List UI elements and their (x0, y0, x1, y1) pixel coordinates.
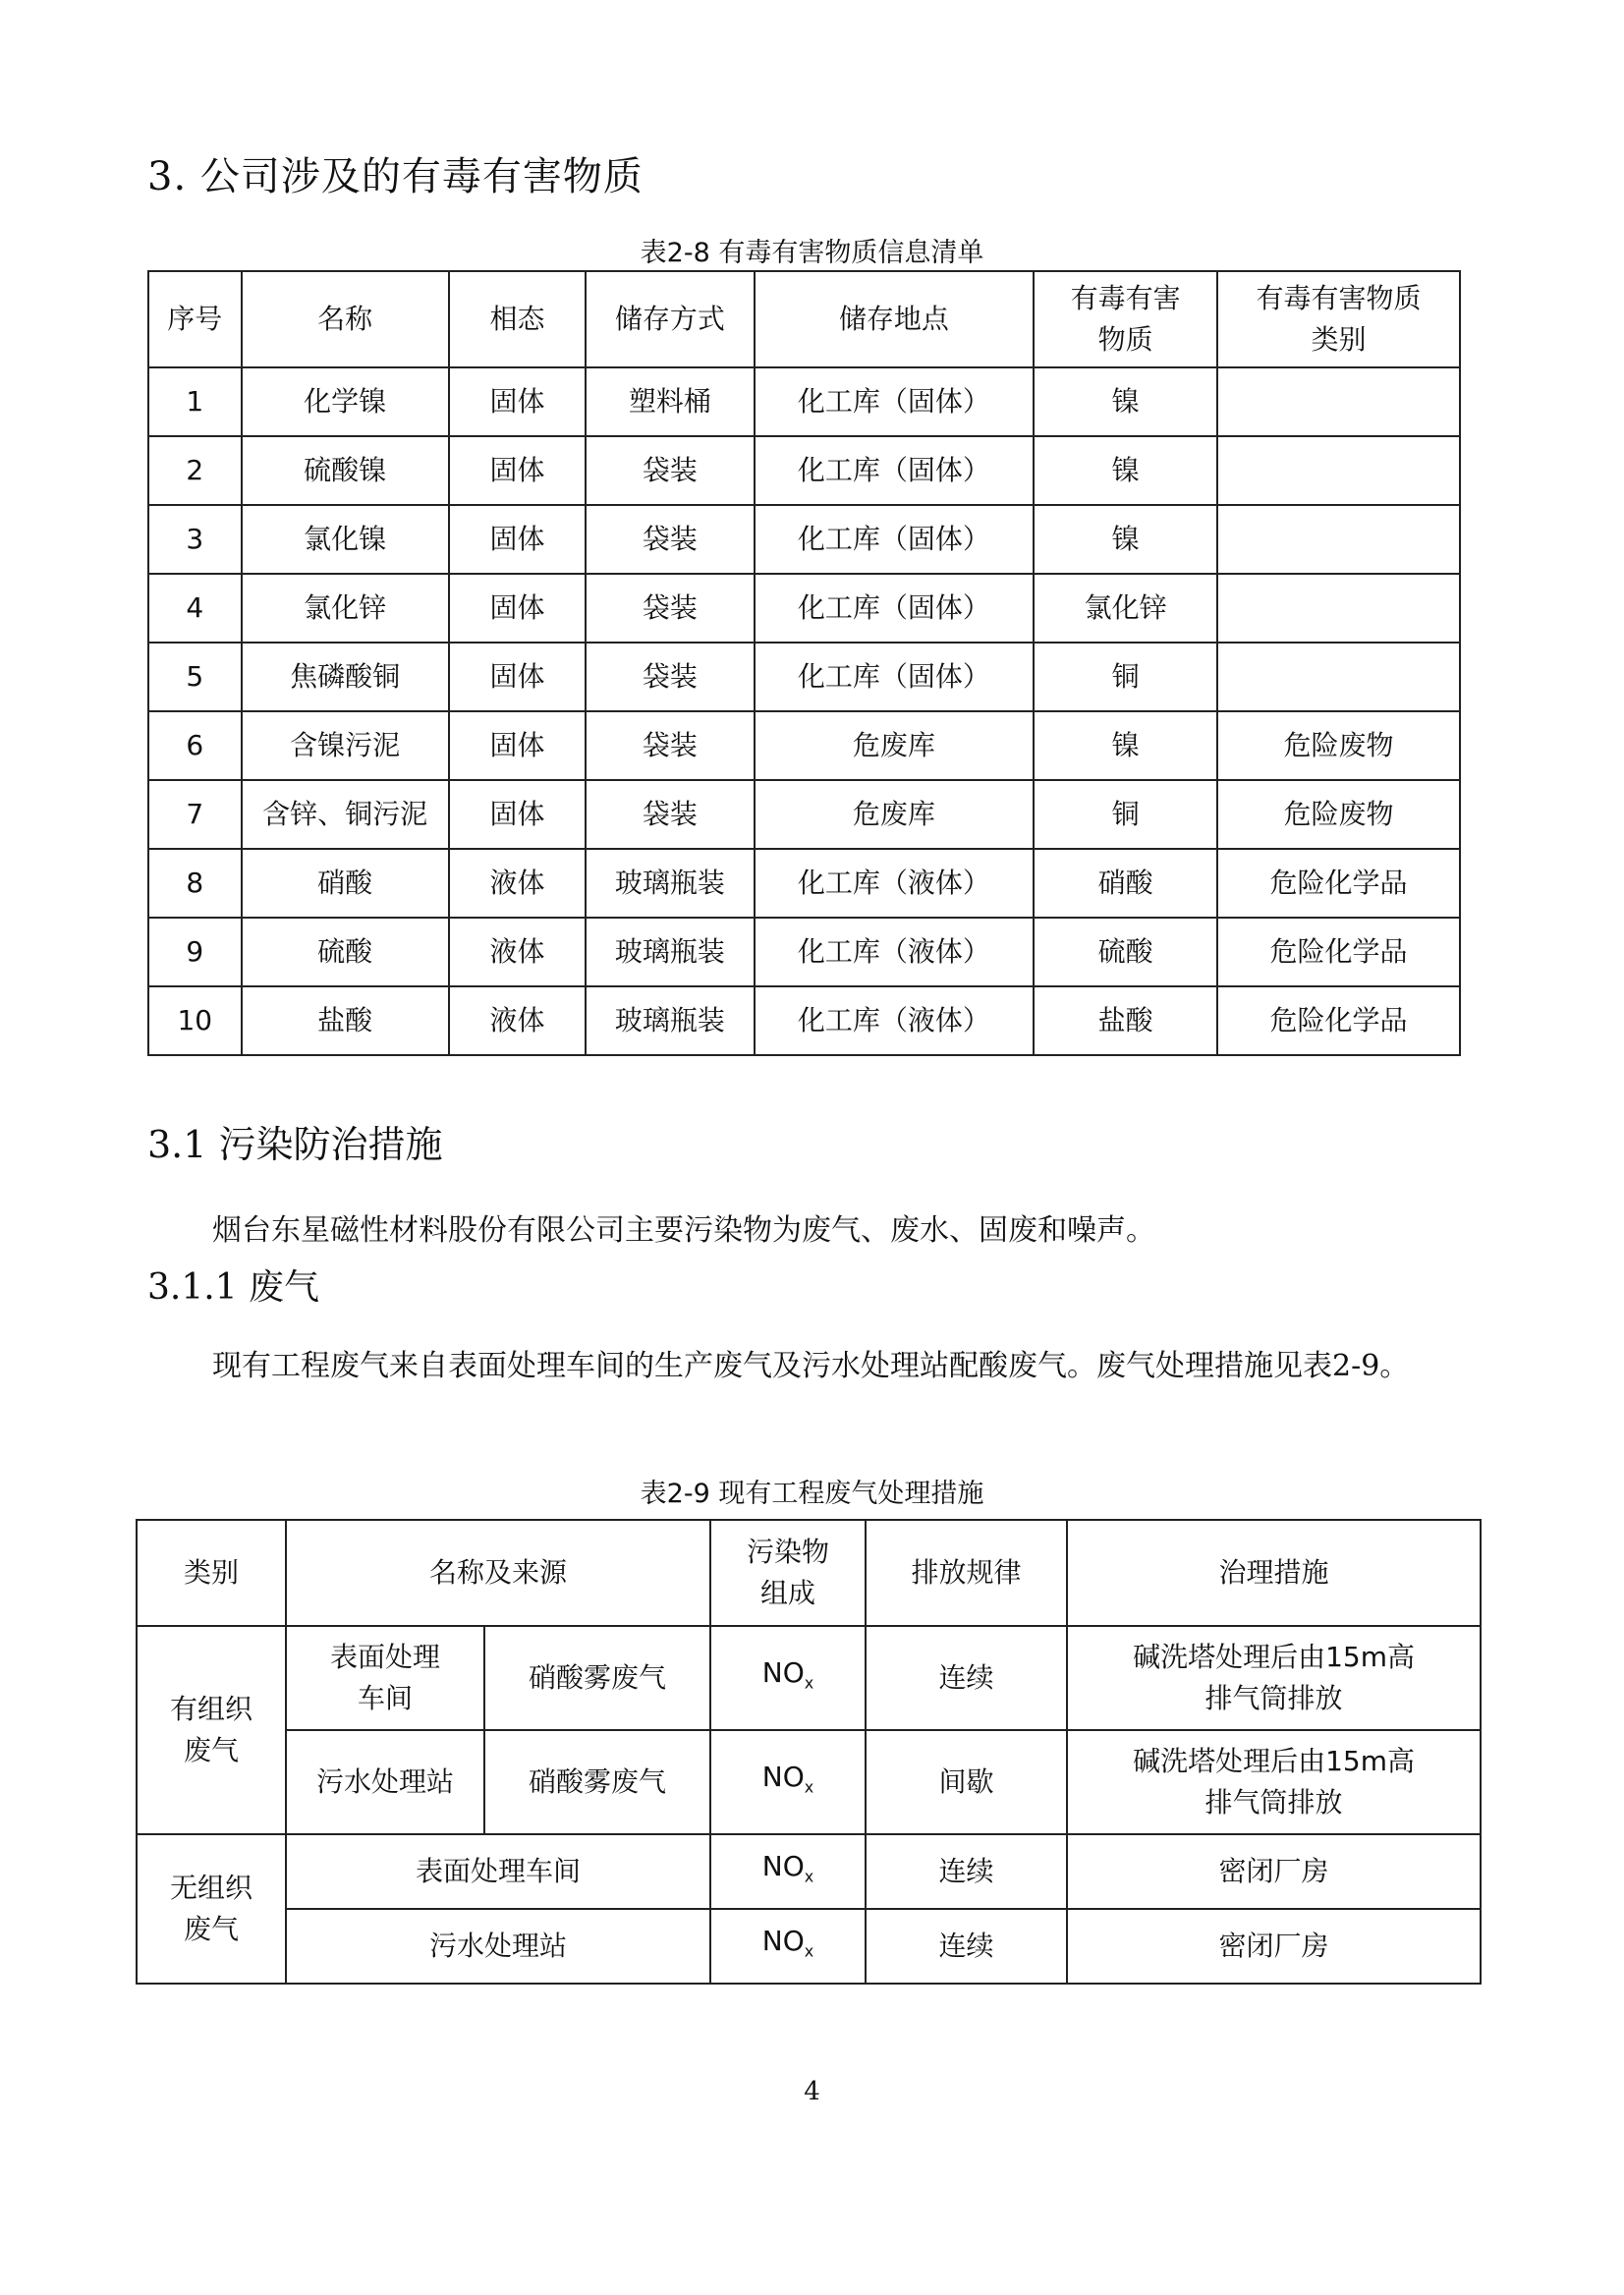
table-cell: 6 (148, 711, 242, 780)
table-row (137, 1730, 1481, 1834)
table-cell: 焦磷酸铜 (242, 643, 449, 711)
table-cell: 硫酸 (1034, 918, 1217, 986)
pattern-cell: 连续 (866, 1909, 1067, 1984)
header-cell: 排放规律 (866, 1520, 1067, 1626)
table-cell: 危险化学品 (1217, 918, 1460, 986)
table2-caption: 表2-9 现有工程废气处理措施 (640, 1479, 984, 1509)
name-cell: 硝酸雾废气 (484, 1626, 710, 1730)
table-cell: 固体 (449, 505, 587, 574)
table-cell: 袋装 (586, 643, 754, 711)
header-cell: 污染物 组成 (710, 1520, 866, 1626)
source-cell: 表面处理 车间 (286, 1626, 484, 1730)
table-row (148, 986, 1460, 1055)
table-row (148, 574, 1460, 643)
header-cell: 序号 (148, 271, 242, 367)
table-cell: 氯化锌 (1034, 574, 1217, 643)
table-body (148, 367, 1460, 1055)
header-cell: 治理措施 (1067, 1520, 1481, 1626)
pattern-cell: 连续 (866, 1626, 1067, 1730)
group-cell: 无组织 废气 (137, 1834, 286, 1984)
table-cell: 固体 (449, 643, 587, 711)
table-cell: 7 (148, 780, 242, 849)
table-cell: 5 (148, 643, 242, 711)
table-cell: 8 (148, 849, 242, 918)
table-cell: 1 (148, 367, 242, 436)
pattern-cell: 间歇 (866, 1730, 1067, 1834)
table-cell: 盐酸 (242, 986, 449, 1055)
measure-cell: 碱洗塔处理后由15m高 排气筒排放 (1067, 1730, 1481, 1834)
pollutant-cell: $NO_x$ (710, 1909, 866, 1984)
table-row (148, 711, 1460, 780)
table-row (148, 367, 1460, 436)
table-cell: 镍 (1034, 505, 1217, 574)
table-cell: 液体 (449, 918, 587, 986)
table-cell: 危废库 (755, 711, 1035, 780)
header-cell: 名称 (242, 271, 449, 367)
table-cell: 镍 (1034, 367, 1217, 436)
table-cell: 袋装 (586, 505, 754, 574)
table-cell: 化工库（固体） (755, 436, 1035, 505)
pollutant-cell: $NO_x$ (710, 1626, 866, 1730)
table-cell: 玻璃瓶装 (586, 849, 754, 918)
table-cell: 液体 (449, 986, 587, 1055)
table-cell: 10 (148, 986, 242, 1055)
table-cell (1217, 505, 1460, 574)
table-cell: 危险化学品 (1217, 986, 1460, 1055)
table-cell: 4 (148, 574, 242, 643)
header-cell: 有毒有害 物质 (1034, 271, 1217, 367)
table-cell: 硫酸 (242, 918, 449, 986)
table-cell: 硝酸 (1034, 849, 1217, 918)
measure-cell: 密闭厂房 (1067, 1834, 1481, 1909)
table-row (148, 849, 1460, 918)
table-cell: 盐酸 (1034, 986, 1217, 1055)
table-cell (1217, 436, 1460, 505)
header-cell: 类别 (137, 1520, 286, 1626)
header-cell: 名称及来源 (286, 1520, 710, 1626)
table-row (148, 505, 1460, 574)
table-cell: 化工库（固体） (755, 367, 1035, 436)
table-cell: 固体 (449, 367, 587, 436)
table-header-row (137, 1520, 1481, 1626)
toxic-substances-table (147, 270, 1461, 1056)
table-cell: 2 (148, 436, 242, 505)
table-header-row (148, 271, 1460, 367)
table-cell (1217, 574, 1460, 643)
table-cell: 铜 (1034, 643, 1217, 711)
measure-cell: 密闭厂房 (1067, 1909, 1481, 1984)
measure-cell: 碱洗塔处理后由15m高 排气筒排放 (1067, 1626, 1481, 1730)
table-cell: 镍 (1034, 711, 1217, 780)
table-row (148, 436, 1460, 505)
table1-caption: 表2-8 有毒有害物质信息清单 (640, 238, 984, 268)
table-cell: 袋装 (586, 436, 754, 505)
table-row (148, 918, 1460, 986)
table-cell: 化工库（固体） (755, 643, 1035, 711)
table-cell: 固体 (449, 436, 587, 505)
table-cell: 化学镍 (242, 367, 449, 436)
table-row (137, 1626, 1481, 1730)
pattern-cell: 连续 (866, 1834, 1067, 1909)
header-cell: 储存地点 (755, 271, 1035, 367)
table-cell: 9 (148, 918, 242, 986)
table-cell: 固体 (449, 711, 587, 780)
table-row (148, 643, 1460, 711)
table-cell: 3 (148, 505, 242, 574)
table-cell: 危废库 (755, 780, 1035, 849)
section-heading-3-1-1: 3.1.1 废气 (147, 1267, 320, 1308)
table-cell: 袋装 (586, 711, 754, 780)
table-cell: 含镍污泥 (242, 711, 449, 780)
header-cell: 相态 (449, 271, 587, 367)
pollutants-paragraph: 烟台东星磁性材料股份有限公司主要污染物为废气、废水、固废和噪声。 (212, 1213, 1155, 1248)
header-cell: 储存方式 (586, 271, 754, 367)
table-cell: 袋装 (586, 780, 754, 849)
table-cell: 化工库（液体） (755, 986, 1035, 1055)
table-cell: 氯化镍 (242, 505, 449, 574)
source-cell: 污水处理站 (286, 1730, 484, 1834)
table-cell: 危险废物 (1217, 711, 1460, 780)
header-cell: 有毒有害物质 类别 (1217, 271, 1460, 367)
exhaust-treatment-table (136, 1519, 1482, 1985)
group-cell: 有组织 废气 (137, 1626, 286, 1834)
table-cell: 固体 (449, 780, 587, 849)
table-row (137, 1909, 1481, 1984)
source-cell: 污水处理站 (286, 1909, 710, 1984)
table-cell: 硫酸镍 (242, 436, 449, 505)
table-cell: 化工库（固体） (755, 505, 1035, 574)
table-cell: 危险废物 (1217, 780, 1460, 849)
section-heading-3: 3. 公司涉及的有毒有害物质 (147, 154, 644, 199)
table-cell: 氯化锌 (242, 574, 449, 643)
table-cell: 玻璃瓶装 (586, 918, 754, 986)
exhaust-paragraph: 现有工程废气来自表面处理车间的生产废气及污水处理站配酸废气。废气处理措施见表2-9。 (212, 1349, 1410, 1383)
pollutant-cell: $NO_x$ (710, 1834, 866, 1909)
table-cell: 化工库（固体） (755, 574, 1035, 643)
table-cell: 镍 (1034, 436, 1217, 505)
table-cell: 化工库（液体） (755, 918, 1035, 986)
table-cell (1217, 367, 1460, 436)
page-number: 4 (804, 2077, 820, 2106)
section-heading-3-1: 3.1 污染防治措施 (147, 1123, 443, 1166)
table-row (137, 1834, 1481, 1909)
table-cell: 危险化学品 (1217, 849, 1460, 918)
table-cell: 液体 (449, 849, 587, 918)
table-cell: 化工库（液体） (755, 849, 1035, 918)
table-cell (1217, 643, 1460, 711)
table-cell: 铜 (1034, 780, 1217, 849)
name-cell: 硝酸雾废气 (484, 1730, 710, 1834)
source-cell: 表面处理车间 (286, 1834, 710, 1909)
table-row (148, 780, 1460, 849)
table-cell: 含锌、铜污泥 (242, 780, 449, 849)
table-cell: 玻璃瓶装 (586, 986, 754, 1055)
table-cell: 硝酸 (242, 849, 449, 918)
table-cell: 固体 (449, 574, 587, 643)
pollutant-cell: $NO_x$ (710, 1730, 866, 1834)
table-cell: 塑料桶 (586, 367, 754, 436)
table-cell: 袋装 (586, 574, 754, 643)
